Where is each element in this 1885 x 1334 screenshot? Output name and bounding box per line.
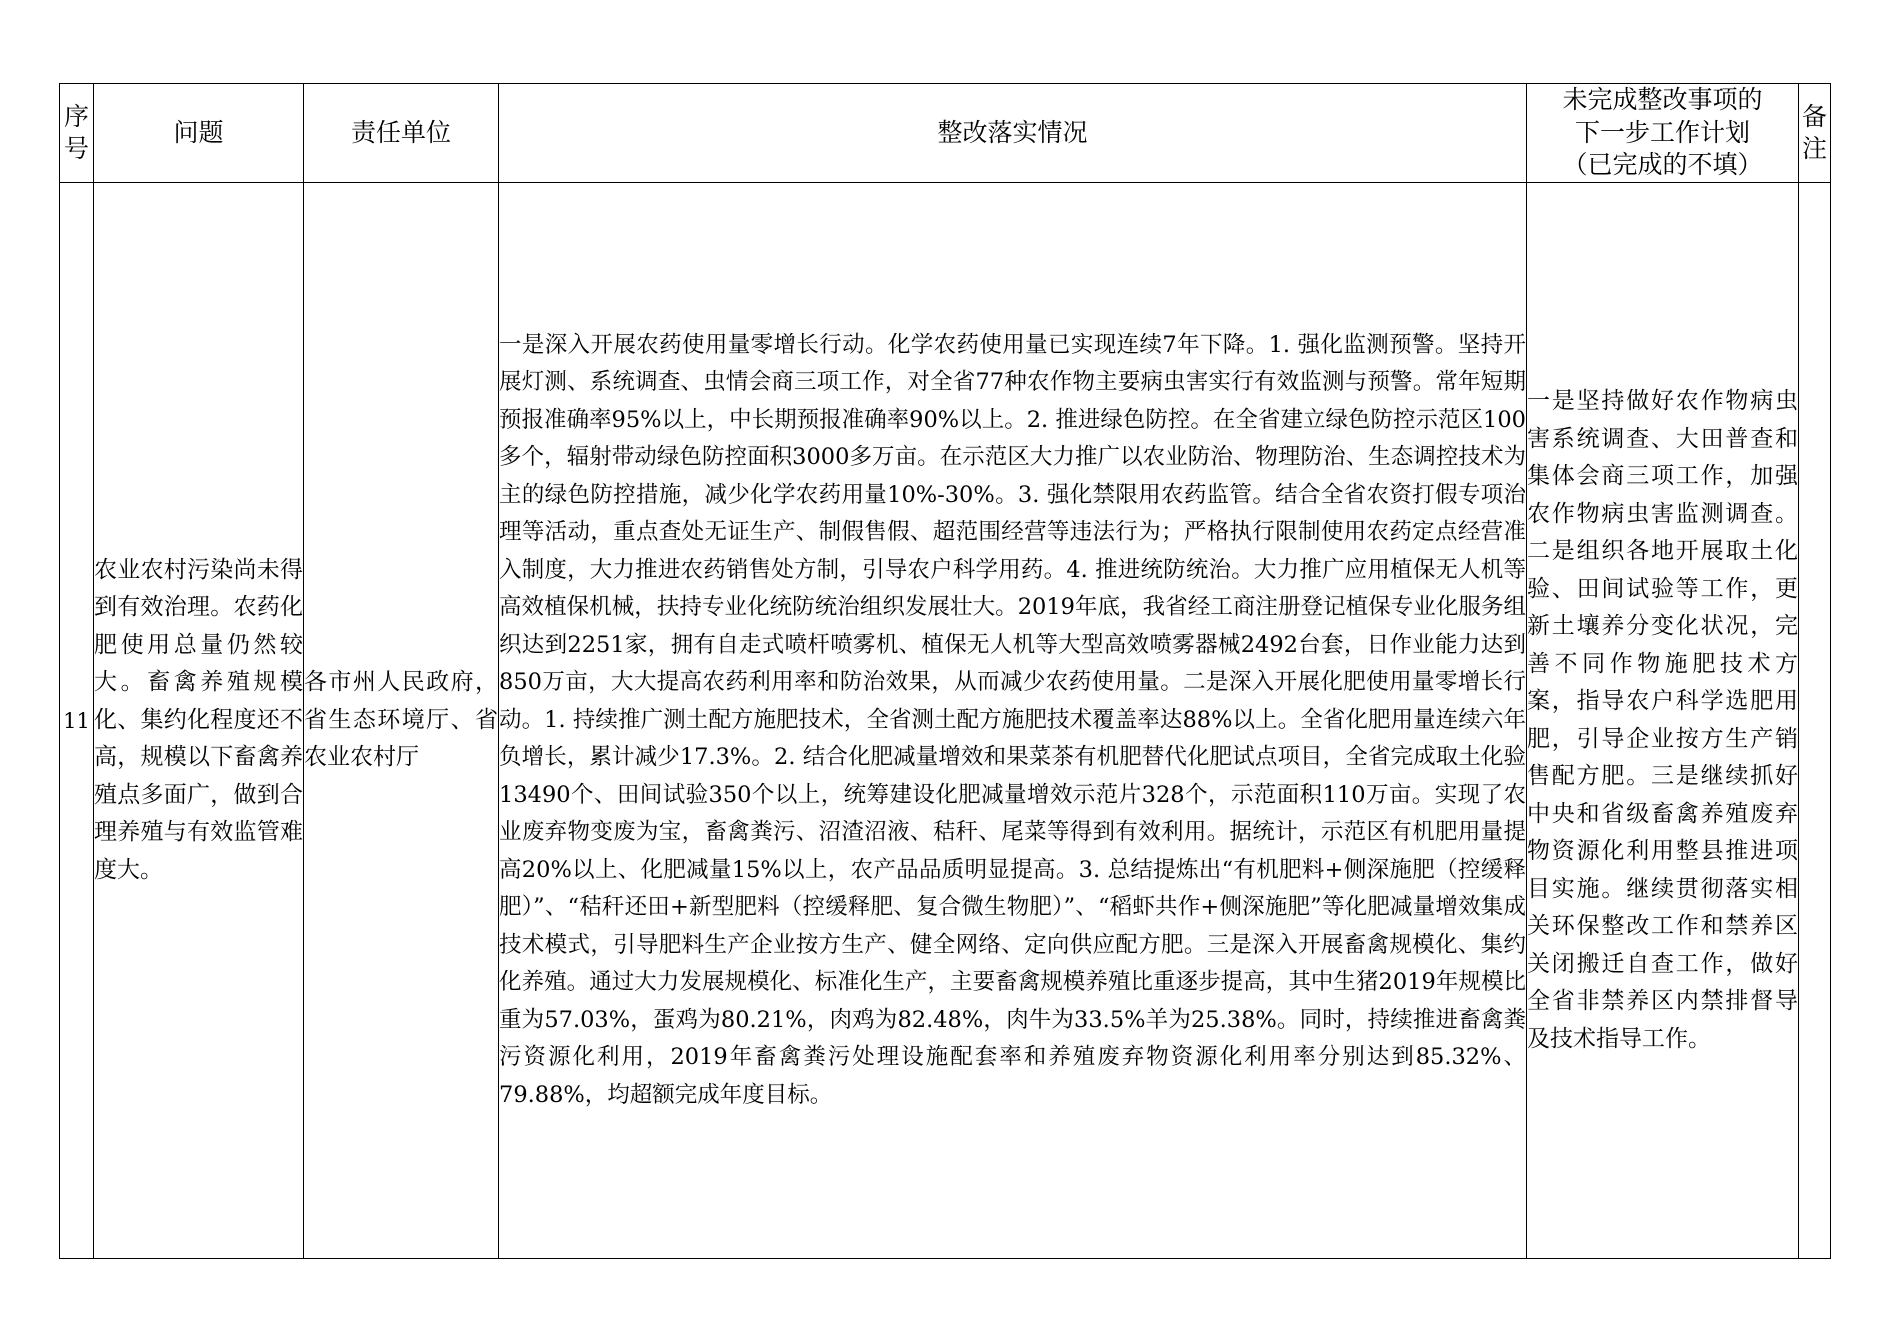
header-next-plan	[1527, 84, 1799, 183]
row-seq: 11	[60, 183, 94, 1259]
header-next-plan-line-2: 下一步工作计划	[1574, 117, 1750, 147]
row-issue: 农业农村污染尚未得到有效治理。农药化肥使用总量仍然较大。畜禽养殖规模化、集约化程度还不高，规模以下畜禽养殖点多面广，做到合理养殖与有效监管难度大。	[94, 183, 304, 1259]
row-unit: 各市州人民政府，省生态环境厅、省农业农村厅	[304, 183, 499, 1259]
row-implementation: 一是深入开展农药使用量零增长行动。化学农药使用量已实现连续7年下降。1. 强化监测预警。坚持开展灯测、系统调查、虫情会商三项工作，对全省77种农作物主要病虫害实行有效监测与预警。常年短期预报准确率95%以上，中长期预报准确率90%以上。2. 推进绿色防控。在全省建立绿色防控示范区100多个，辐射带动绿色防控面积3000多万亩。在示范区大力推广以农业防治、物理防治、生态调控技术为主的绿色防控措施，减少化学农药用量10%-30%。3. 强化禁限用农药监管。结合全省农资打假专项治理等活动，重点查处无证生产、制假售假、超范围经营等违法行为；严格执行限制使用农药定点经营准入制度，大力推进农药销售处方制，引导农户科学用药。4. 推进统防统治。大力推广应用植保无人机等高效植保机械，扶持专业化统防统治组织发展壮大。2019年底，我省经工商注册登记植保专业化服务组织达到2251家，拥有自走式喷杆喷雾机、植保无人机等大型高效喷雾器械2492台套，日作业能力达到850万亩，大大提高农药利用率和防治效果，从而减少农药使用量。二是深入开展化肥使用量零增长行动。1. 持续推广测土配方施肥技术，全省测土配方施肥技术覆盖率达88%以上。全省化肥用量连续六年负增长，累计减少17.3%。2. 结合化肥减量增效和果菜茶有机肥替代化肥试点项目，全省完成取土化验13490个、田间试验350个以上，统筹建设化肥减量增效示范片328个，示范面积110万亩。实现了农业废弃物变废为宝，畜禽粪污、沼渣沼液、秸秆、尾菜等得到有效利用。据统计，示范区有机肥用量提高20%以上、化肥减量15%以上，农产品品质明显提高。3. 总结提炼出“有机肥料+侧深施肥（控缓释肥）”、“秸秆还田+新型肥料（控缓释肥、复合微生物肥）”、“稻虾共作+侧深施肥”等化肥减量增效集成技术模式，引导肥料生产企业按方生产、健全网络、定向供应配方肥。三是深入开展畜禽规模化、集约化养殖。通过大力发展规模化、标准化生产，主要畜禽规模养殖比重逐步提高，其中生猪2019年规模比重为57.03%，蛋鸡为80.21%，肉鸡为82.48%，肉牛为33.5%羊为25.38%。同时，持续推进畜禽粪污资源化利用，2019年畜禽粪污处理设施配套率和养殖废弃物资源化利用率分别达到85.32%、79.88%，均超额完成年度目标。	[499, 183, 1527, 1259]
header-unit: 责任单位	[304, 84, 499, 183]
header-remark: 备注	[1799, 84, 1831, 183]
rectification-table	[59, 83, 1831, 1259]
table-header-row	[60, 84, 1831, 183]
row-remark	[1799, 183, 1831, 1259]
header-next-plan-line-1: 未完成整改事项的	[1562, 85, 1763, 115]
header-implementation: 整改落实情况	[499, 84, 1527, 183]
header-next-plan-line-3: （已完成的不填）	[1562, 150, 1763, 180]
table-row	[60, 183, 1831, 1259]
header-issue: 问题	[94, 84, 304, 183]
row-next-plan: 一是坚持做好农作物病虫害系统调查、大田普查和集体会商三项工作，加强农作物病虫害监测调查。二是组织各地开展取土化验、田间试验等工作，更新土壤养分变化状况，完善不同作物施肥技术方案，指导农户科学选肥用肥，引导企业按方生产销售配方肥。三是继续抓好中央和省级畜禽养殖废弃物资源化利用整县推进项目实施。继续贯彻落实相关环保整改工作和禁养区关闭搬迁自查工作，做好全省非禁养区内禁排督导及技术指导工作。	[1527, 183, 1799, 1259]
header-seq: 序号	[60, 84, 94, 183]
